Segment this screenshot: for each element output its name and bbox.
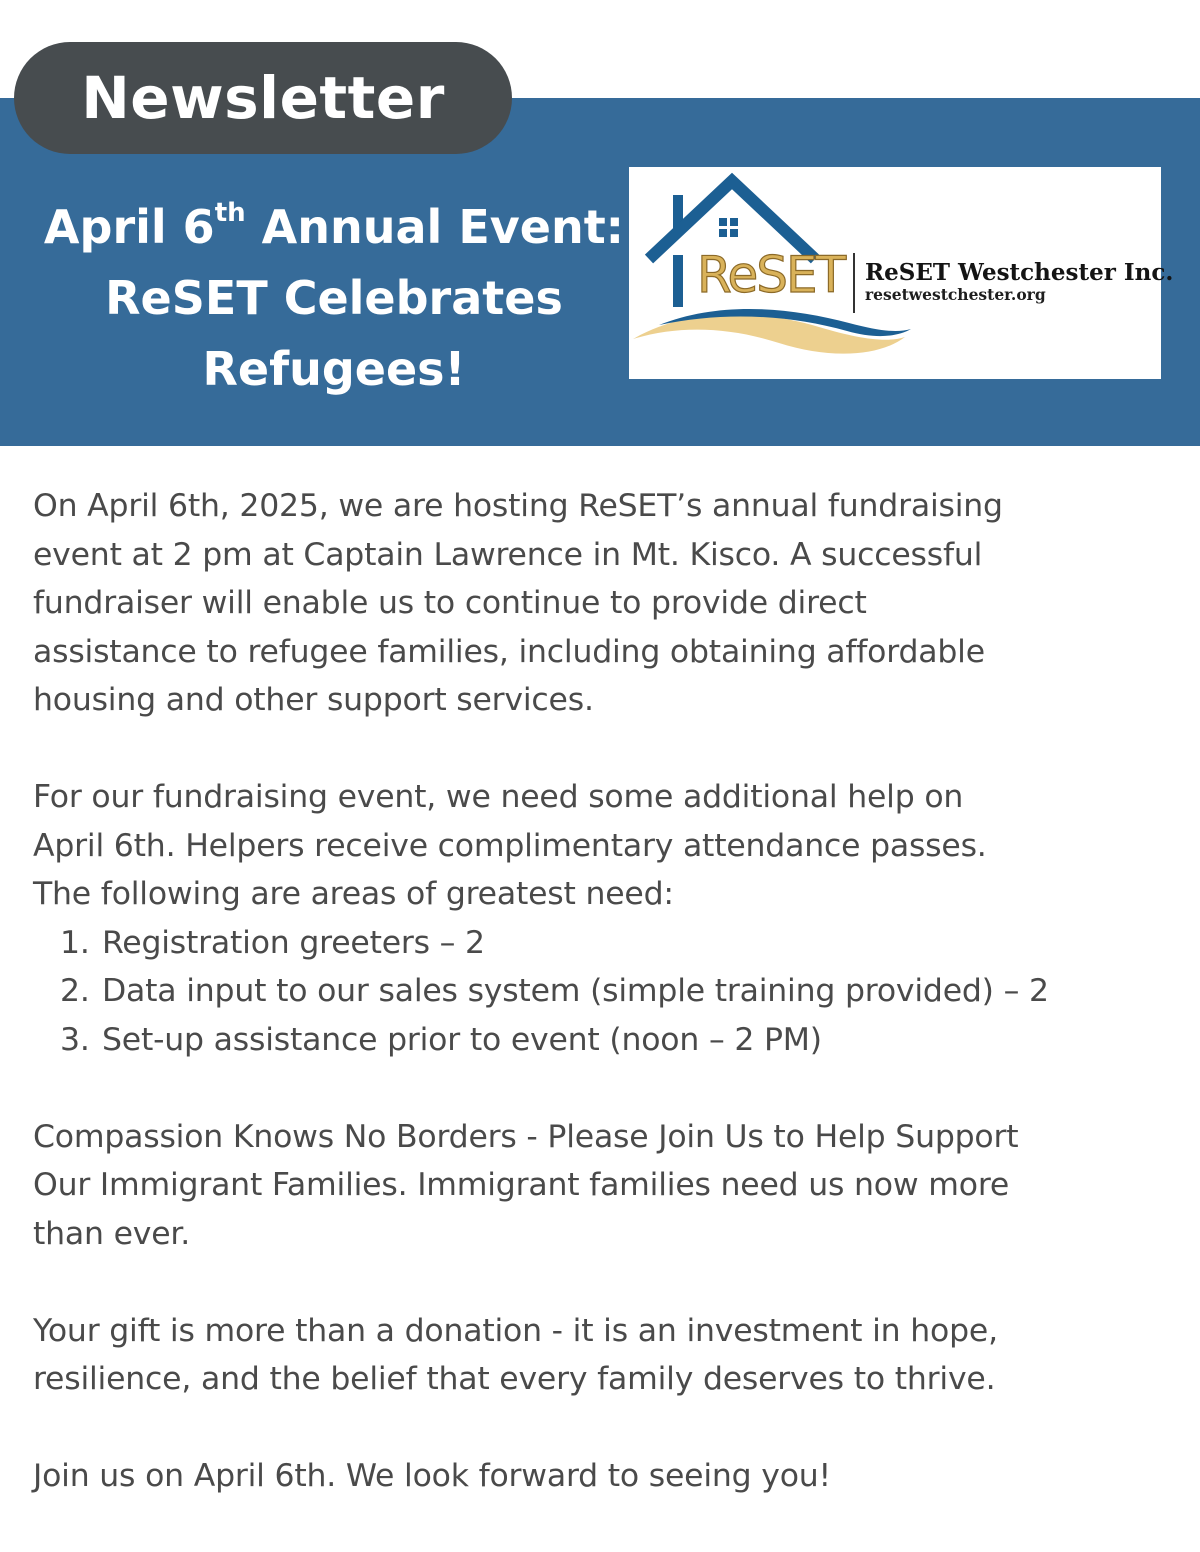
newsletter-body [33, 482, 1173, 1501]
headline-line-2: ReSET Celebrates [105, 271, 563, 325]
headline-line-1: April 6th Annual Event: [43, 198, 625, 254]
list-item: 1. Registration greeters – 2 [60, 924, 485, 961]
list-item: 2. Data input to our sales system (simple training provided) – 2 [60, 973, 1049, 1009]
paragraph-closing: Join us on April 6th. We look forward to seeing you! [33, 1458, 831, 1494]
paragraph-helpers: For our fundraising event, we need some additional help on April 6th. Helpers receive complimentary attendance passes. The following are areas of greatest need: [33, 779, 987, 912]
newsletter-badge-label: Newsletter [81, 64, 445, 132]
list-item: 3. Set-up assistance prior to event (noon – 2 PM) [60, 1021, 822, 1058]
paragraph-compassion: Compassion Knows No Borders - Please Join Us to Help Support Our Immigrant Families. Immigrant families need us now more than ever. [33, 1118, 1019, 1252]
paragraph-event-intro: On April 6th, 2025, we are hosting ReSET’s annual fundraising event at 2 pm at Captain Lawrence in Mt. Kisco. A successful fundraiser will enable us to continue to provide direct assistance to refugee families, including obtaining affordable housing and other support services. [33, 488, 1003, 718]
headline-line-3: Refugees! [202, 342, 466, 396]
needs-list [33, 919, 1173, 1065]
logo-divider [853, 253, 855, 313]
page-title [40, 192, 628, 405]
paragraph-gift: Your gift is more than a donation - it is an investment in hope, resilience, and the belief that every family deserves to thrive. [33, 1312, 998, 1397]
newsletter-badge [14, 42, 512, 154]
org-url: resetwestchester.org [865, 285, 1046, 304]
org-name: ReSET Westchester Inc. [865, 259, 1174, 286]
reset-logo [629, 167, 1174, 379]
logo-wordmark: ReSET [697, 246, 845, 304]
